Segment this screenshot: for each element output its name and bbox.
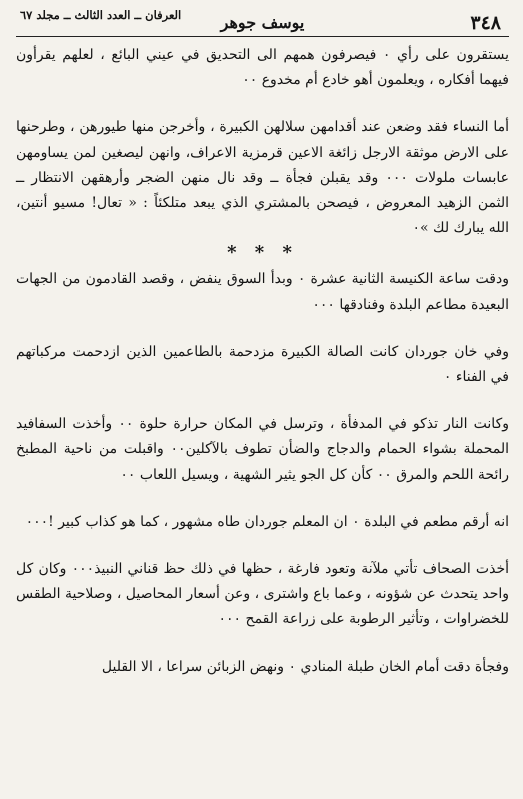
journal-running-title: العرفان ــ العدد الثالث ــ مجلد ٦٧ [20, 8, 182, 22]
paragraph-4: وفي خان جوردان كانت الصالة الكبيرة مزدحمة بالطاعمين الذين ازدحمت مركباتهم في الفناء ٠ [16, 343, 509, 386]
paragraph-6: انه أرقم مطعم في البلدة ٠ ان المعلم جوردان طاه مشهور ، كما هو كذاب كبير !٠٠٠ [25, 513, 509, 530]
article-body [16, 43, 509, 680]
page-header [16, 6, 509, 36]
paragraph-3: ودقت ساعة الكنيسة الثانية عشرة ٠ وبدأ السوق ينفض ، وقصد القادمون من الجهات البعيدة مطاعم البلدة وفنادقها ٠٠٠ [16, 271, 509, 313]
page-number: ٣٤٨ [470, 12, 501, 34]
header-rule [16, 36, 509, 37]
paragraph-1: يستقرون على رأي ٠ فيصرفون همهم الى التحديق في عيني البائع ، لعلهم يقرأون فيهما أفكاره ، ويعلمون أهو خادع أم مخدوع ٠٠ [16, 47, 509, 89]
paragraph-7: أخذت الصحاف تأتي ملآنة وتعود فارغة ، حظها في ذلك حظ قناني النبيذ٠٠٠ وكان كل واحد يتحدث عن شؤونه ، وعما باع واشترى ، وعن أسعار المحاصيل ، وصلاحية الطقس للخضراوات ، وتأثير الرطوبة على زراعة القمح ٠٠٠ [15, 561, 509, 628]
paragraph-5: وكانت النار تذكو في المدفأة ، وترسل في المكان حرارة حلوة ٠٠ وأخذت السفافيد المحملة بشواء الحمام والدجاج والضأن تطوف بالآكلين٠٠ واقبلت من ناحية المطبخ رائحة اللحم والمرق ٠٠ كأن كل الجو يثير الشهية ، ويسيل اللعاب ٠٠ [16, 416, 510, 483]
paragraph-8: وفجأة دقت أمام الخان طبلة المنادي ٠ ونهض الزبائن سراعا ، الا القليل [101, 658, 509, 675]
section-separator: * * * [227, 242, 298, 264]
author-name: يوسف جوهر [220, 13, 305, 32]
paragraph-2: أما النساء فقد وضعن عند أقدامهن سلالهن الكبيرة ، وأخرجن منها طيورهن ، وطرحنها على الارض موثقة الارجل زائغة الاعين قرمزية الاعراف، وانهن ليصغين لمن يساومهن عابسات ملولات ٠٠٠ وقد يقبلن فجأة ــ وقد نال منهن الضجر وأرهقهن الانتظار ــ الثمن الزهيد المعروض ، فيصحن بالمشتري الذي يبعد متلكئاً : « تعال! مسيو أنتين، الله يبارك لك »٠ [16, 119, 509, 237]
